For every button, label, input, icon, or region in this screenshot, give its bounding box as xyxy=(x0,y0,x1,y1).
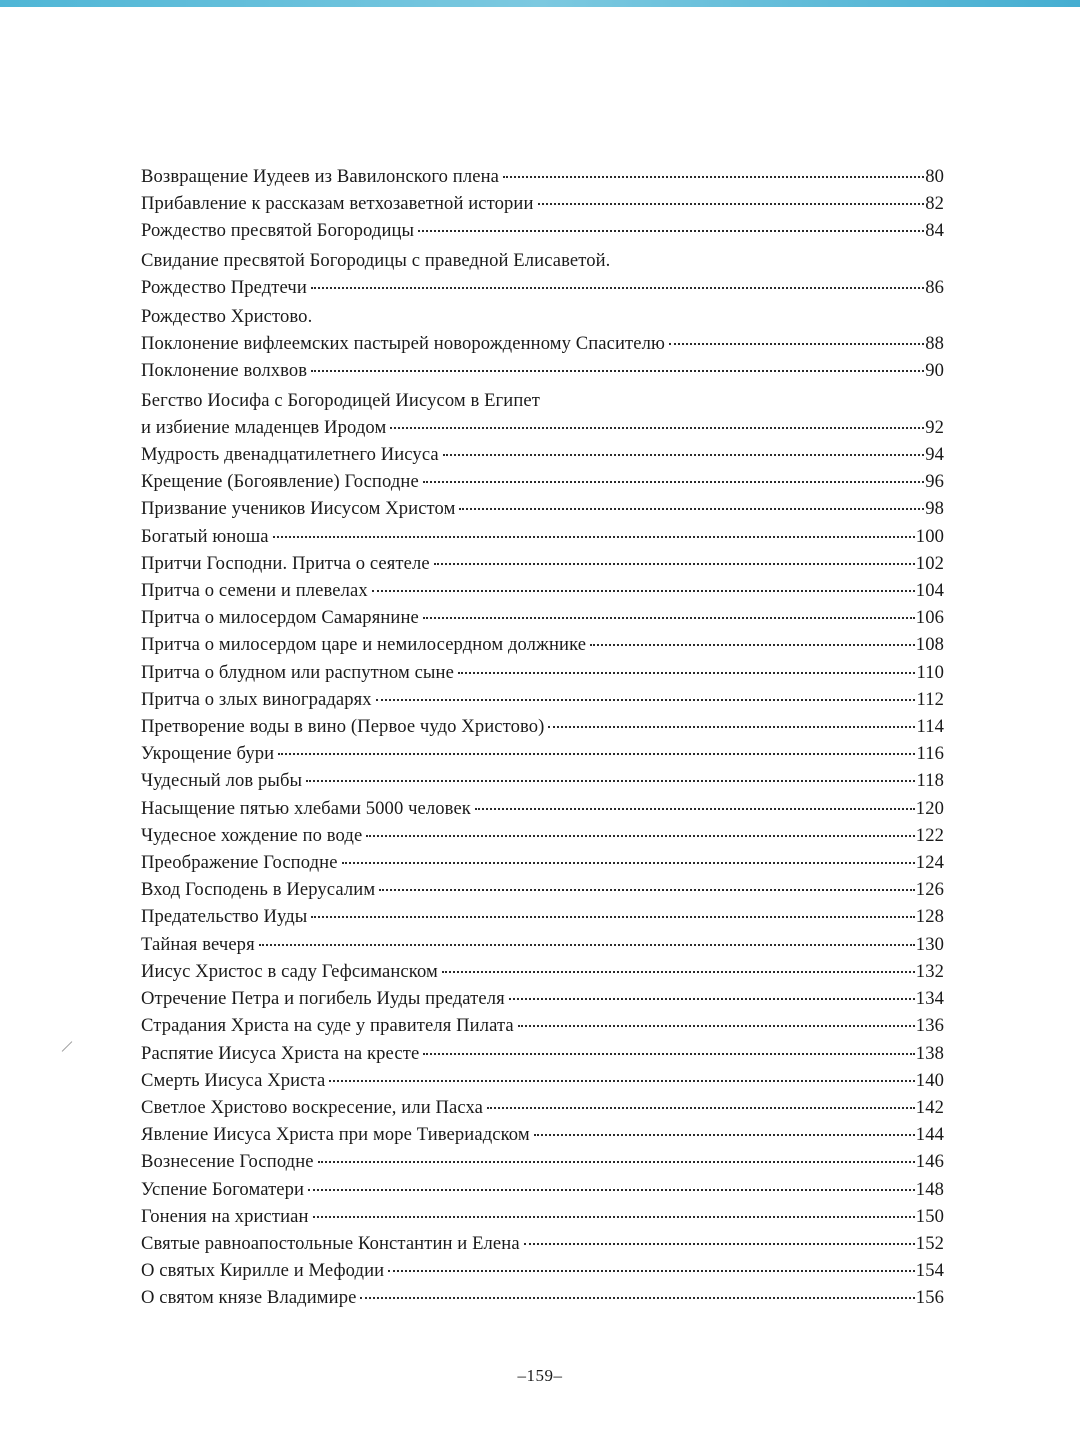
toc-entry-row xyxy=(141,441,944,468)
toc-entry-page-number: 136 xyxy=(915,1015,944,1037)
toc-entry-title: Мудрость двенадцатилетнего Иисуса xyxy=(141,444,439,466)
toc-entry-page-number: 148 xyxy=(915,1178,944,1200)
toc-entry-page-number: 134 xyxy=(915,988,944,1010)
toc-entry-page-number: 120 xyxy=(915,797,944,819)
toc-entry-title: Притча о милосердом царе и немилосердном должнике xyxy=(141,634,587,656)
toc-entry-page-number: 116 xyxy=(916,743,944,765)
toc-entry-row xyxy=(141,985,944,1012)
toc-entry-title-line: Бегство Иосифа с Богородицей Иисусом в Египет xyxy=(141,389,540,411)
toc-entry-row xyxy=(141,1094,944,1121)
toc-entry-row xyxy=(141,274,944,301)
toc-entry-title: Притча о милосердом Самарянине xyxy=(141,607,419,629)
toc-entry xyxy=(141,1257,944,1284)
toc-entry-row xyxy=(141,1176,944,1203)
toc-entry-row xyxy=(141,740,944,767)
toc-entry-row xyxy=(141,876,944,903)
toc-entry-title-line: Свидание пресвятой Богородицы с праведной Елисаветой. xyxy=(141,249,611,271)
toc-entry-title: Рождество Предтечи xyxy=(141,276,307,298)
toc-entry-title: О святых Кирилле и Мефодии xyxy=(141,1260,385,1282)
dot-leader xyxy=(259,943,915,946)
toc-entry-page-number: 152 xyxy=(915,1232,944,1254)
dot-leader xyxy=(423,616,915,619)
toc-entry xyxy=(141,740,944,767)
toc-entry-title: Укрощение бури xyxy=(141,743,275,765)
dot-leader xyxy=(534,1133,915,1136)
toc-entry xyxy=(141,303,944,357)
toc-entry-page-number: 144 xyxy=(915,1124,944,1146)
toc-entry-title: Успение Богоматери xyxy=(141,1178,305,1200)
toc-entry-title: Призвание учеников Иисусом Христом xyxy=(141,498,456,520)
dot-leader xyxy=(524,1242,915,1245)
toc-entry-title: Смерть Иисуса Христа xyxy=(141,1069,326,1091)
toc-entry-title: Распятие Иисуса Христа на кресте xyxy=(141,1042,420,1064)
toc-entry-row xyxy=(141,1203,944,1230)
dot-leader xyxy=(548,725,915,728)
table-of-contents xyxy=(141,163,944,1312)
toc-entry xyxy=(141,1176,944,1203)
toc-entry-row xyxy=(141,1067,944,1094)
dot-leader xyxy=(366,834,914,837)
toc-entry-title: Гонения на христиан xyxy=(141,1205,309,1227)
toc-entry xyxy=(141,190,944,217)
dot-leader xyxy=(318,1160,915,1163)
toc-entry-page-number: 100 xyxy=(915,525,944,547)
toc-entry-row xyxy=(141,903,944,930)
dot-leader xyxy=(390,426,924,429)
toc-entry xyxy=(141,1040,944,1067)
toc-entry xyxy=(141,163,944,190)
toc-entry-row xyxy=(141,713,944,740)
toc-entry-row xyxy=(141,330,944,357)
toc-entry xyxy=(141,876,944,903)
toc-entry xyxy=(141,604,944,631)
toc-entry-page-number: 86 xyxy=(925,276,944,298)
toc-entry-title: Тайная вечеря xyxy=(141,933,255,955)
toc-entry-page-number: 146 xyxy=(915,1151,944,1173)
dot-leader xyxy=(379,888,915,891)
dot-leader xyxy=(503,175,924,178)
toc-entry-row xyxy=(141,795,944,822)
toc-entry-row xyxy=(141,1257,944,1284)
toc-entry xyxy=(141,1230,944,1257)
toc-entry-page-number: 104 xyxy=(915,580,944,602)
toc-entry-row xyxy=(141,1230,944,1257)
toc-entry-title: Прибавление к рассказам ветхозаветной истории xyxy=(141,193,534,215)
dot-leader xyxy=(475,807,915,810)
toc-entry-title: Иисус Христос в саду Гефсиманском xyxy=(141,960,438,982)
toc-entry-page-number: 156 xyxy=(915,1287,944,1309)
dot-leader xyxy=(273,535,915,538)
dot-leader xyxy=(669,342,924,345)
dot-leader xyxy=(313,1215,915,1218)
toc-entry xyxy=(141,713,944,740)
dot-leader xyxy=(443,453,924,456)
toc-entry xyxy=(141,1067,944,1094)
toc-entry-title: Святые равноапостольные Константин и Елена xyxy=(141,1232,520,1254)
toc-entry-row xyxy=(141,163,944,190)
toc-entry-page-number: 140 xyxy=(915,1069,944,1091)
toc-entry xyxy=(141,441,944,468)
toc-entry-page-number: 92 xyxy=(925,416,944,438)
dot-leader xyxy=(278,752,915,755)
toc-entry-page-number: 142 xyxy=(915,1096,944,1118)
dot-leader xyxy=(423,1052,914,1055)
toc-entry-title: Претворение воды в вино (Первое чудо Христово) xyxy=(141,716,545,738)
dot-leader xyxy=(590,643,915,646)
toc-entry xyxy=(141,958,944,985)
toc-entry-title: Притча о злых виноградарях xyxy=(141,688,372,710)
toc-entry xyxy=(141,795,944,822)
toc-entry-row xyxy=(141,550,944,577)
dot-leader xyxy=(329,1079,914,1082)
toc-entry-row xyxy=(141,686,944,713)
dot-leader xyxy=(487,1106,915,1109)
toc-entry-title: Крещение (Богоявление) Господне xyxy=(141,471,419,493)
toc-entry-page-number: 110 xyxy=(916,661,944,683)
toc-entry-page-number: 128 xyxy=(915,906,944,928)
dot-leader xyxy=(311,369,924,372)
toc-entry-title: Вход Господень в Иерусалим xyxy=(141,879,376,901)
dot-leader xyxy=(459,507,924,510)
toc-entry-title: Насыщение пятью хлебами 5000 человек xyxy=(141,797,471,819)
toc-entry-page-number: 112 xyxy=(916,688,944,710)
toc-entry-page-number: 108 xyxy=(915,634,944,656)
dot-leader xyxy=(311,286,924,289)
toc-entry-row xyxy=(141,1284,944,1311)
toc-entry-row xyxy=(141,659,944,686)
dot-leader xyxy=(442,970,915,973)
page-number: –159– xyxy=(517,1366,563,1385)
toc-entry-title: О святом князе Владимире xyxy=(141,1287,357,1309)
toc-entry xyxy=(141,523,944,550)
toc-entry-row xyxy=(141,217,944,244)
toc-entry-title-line: Рождество Христово. xyxy=(141,306,313,328)
toc-entry xyxy=(141,849,944,876)
toc-entry-title: Отречение Петра и погибель Иуды предателя xyxy=(141,988,505,1010)
toc-entry-page-number: 150 xyxy=(915,1205,944,1227)
toc-entry-row xyxy=(141,1121,944,1148)
toc-entry xyxy=(141,931,944,958)
toc-entry-title: Предательство Иуды xyxy=(141,906,308,928)
toc-entry-page-number: 154 xyxy=(915,1260,944,1282)
dot-leader xyxy=(418,229,924,232)
toc-entry-page-number: 114 xyxy=(916,716,944,738)
dot-leader xyxy=(306,779,915,782)
toc-entry xyxy=(141,767,944,794)
dot-leader xyxy=(342,861,915,864)
toc-entry xyxy=(141,1148,944,1175)
toc-entry-row xyxy=(141,190,944,217)
toc-entry-title: Явление Иисуса Христа при море Тивериадском xyxy=(141,1124,530,1146)
toc-entry-row xyxy=(141,1040,944,1067)
toc-entry-page-number: 84 xyxy=(925,220,944,242)
toc-entry xyxy=(141,550,944,577)
toc-entry-page-number: 106 xyxy=(915,607,944,629)
toc-entry xyxy=(141,495,944,522)
toc-entry-page-number: 94 xyxy=(925,444,944,466)
toc-entry-row xyxy=(141,1148,944,1175)
toc-entry-title: Поклонение вифлеемских пастырей новорожденному Спасителю xyxy=(141,333,666,355)
toc-entry xyxy=(141,468,944,495)
toc-entry-page-number: 98 xyxy=(925,498,944,520)
toc-entry-title: Притча о семени и плевелах xyxy=(141,580,368,602)
toc-entry-page-number: 82 xyxy=(925,193,944,215)
toc-entry-title: Возвращение Иудеев из Вавилонского плена xyxy=(141,166,499,187)
dot-leader xyxy=(518,1024,915,1027)
toc-entry-row xyxy=(141,767,944,794)
toc-entry-page-number: 102 xyxy=(915,552,944,574)
toc-entry-page-number: 96 xyxy=(925,471,944,493)
dot-leader xyxy=(360,1296,914,1299)
toc-entry xyxy=(141,577,944,604)
toc-entry-page-number: 122 xyxy=(915,824,944,846)
stray-pen-mark xyxy=(62,1041,73,1052)
dot-leader xyxy=(509,997,915,1000)
toc-entry-page-number: 118 xyxy=(916,770,944,792)
toc-entry xyxy=(141,1012,944,1039)
toc-entry-row xyxy=(141,931,944,958)
dot-leader xyxy=(538,202,925,205)
dot-leader xyxy=(423,480,924,483)
toc-entry-row xyxy=(141,468,944,495)
toc-entry xyxy=(141,357,944,384)
toc-entry-page-number: 80 xyxy=(925,166,944,187)
toc-entry-page-number: 124 xyxy=(915,852,944,874)
toc-entry-row xyxy=(141,849,944,876)
toc-entry-title: Богатый юноша xyxy=(141,525,269,547)
toc-entry-title: Чудесное хождение по воде xyxy=(141,824,363,846)
dot-leader xyxy=(388,1269,915,1272)
toc-entry-page-number: 138 xyxy=(915,1042,944,1064)
toc-entry-row xyxy=(141,958,944,985)
top-color-band xyxy=(0,0,1080,7)
toc-entry-page-number: 88 xyxy=(925,333,944,355)
dot-leader xyxy=(434,562,915,565)
toc-entry xyxy=(141,659,944,686)
toc-entry xyxy=(141,903,944,930)
toc-entry-title: Светлое Христово воскресение, или Пасха xyxy=(141,1096,484,1118)
toc-entry-title: Преображение Господне xyxy=(141,852,338,874)
toc-entry-page-number: 132 xyxy=(915,960,944,982)
toc-entry-page-number: 90 xyxy=(925,360,944,382)
toc-entry xyxy=(141,822,944,849)
toc-entry xyxy=(141,387,944,441)
toc-entry-title: и избиение младенцев Иродом xyxy=(141,416,387,438)
toc-entry-title: Притчи Господни. Притча о сеятеле xyxy=(141,552,430,574)
dot-leader xyxy=(372,589,915,592)
toc-entry-title: Чудесный лов рыбы xyxy=(141,770,303,792)
toc-entry xyxy=(141,631,944,658)
toc-entry-row xyxy=(141,414,944,441)
toc-entry-title: Рождество пресвятой Богородицы xyxy=(141,220,415,242)
toc-entry-title: Вознесение Господне xyxy=(141,1151,314,1173)
toc-entry xyxy=(141,1094,944,1121)
toc-entry xyxy=(141,686,944,713)
toc-entry-title: Страдания Христа на суде у правителя Пилата xyxy=(141,1015,514,1037)
dot-leader xyxy=(376,698,916,701)
dot-leader xyxy=(311,915,914,918)
toc-entry xyxy=(141,1203,944,1230)
dot-leader xyxy=(458,671,916,674)
dot-leader xyxy=(308,1188,915,1191)
toc-entry-row xyxy=(141,604,944,631)
toc-entry-page-number: 126 xyxy=(915,879,944,901)
toc-entry-row xyxy=(141,822,944,849)
toc-entry-page-number: 130 xyxy=(915,933,944,955)
toc-entry xyxy=(141,985,944,1012)
toc-entry xyxy=(141,1284,944,1311)
toc-entry xyxy=(141,247,944,301)
toc-entry-row xyxy=(141,495,944,522)
toc-entry-row xyxy=(141,357,944,384)
toc-entry-row xyxy=(141,577,944,604)
toc-entry-title: Поклонение волхвов xyxy=(141,360,308,382)
toc-entry xyxy=(141,217,944,244)
toc-entry-row xyxy=(141,523,944,550)
toc-entry xyxy=(141,1121,944,1148)
toc-entry-row xyxy=(141,1012,944,1039)
toc-entry-title: Притча о блудном или распутном сыне xyxy=(141,661,454,683)
toc-entry-row xyxy=(141,631,944,658)
